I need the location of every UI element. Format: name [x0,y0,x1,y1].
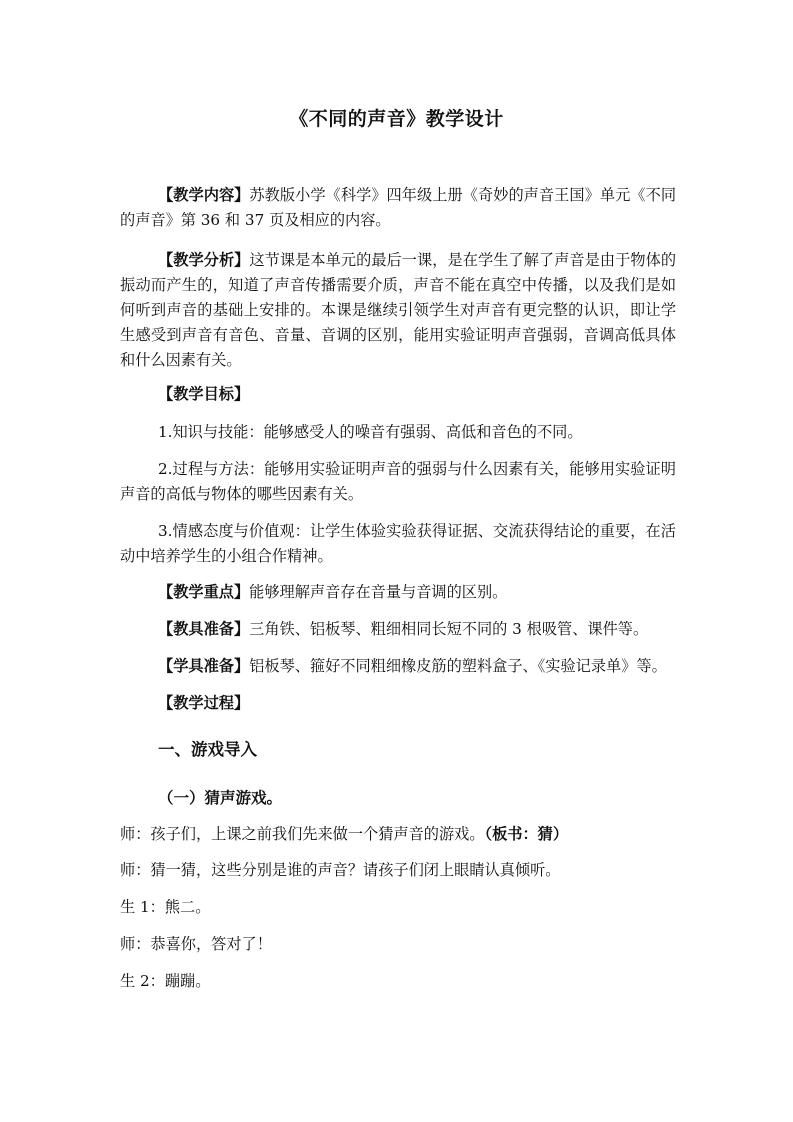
dialogue-line-4: 师：恭喜你，答对了！ [120,935,272,953]
teaching-goals-heading: 【教学目标】 [158,385,250,403]
teaching-analysis-label: 【教学分析】 [158,251,250,269]
teaching-content-label: 【教学内容】 [158,186,250,204]
section-heading-game-intro: 一、游戏导入 [158,740,257,759]
goal-item-3: 3.情感态度与价值观：让学生体验实验获得证据、交流获得结论的重要，在活动中培养学生的小组合作精神。 [120,522,676,565]
teacher-prep-text: 三角铁、铝板琴、粗细相同长短不同的 3 根吸管、课件等。 [249,620,649,638]
teacher-prep-label: 【教具准备】 [158,620,250,638]
teaching-analysis-paragraph [120,248,676,373]
student-prep-text: 铝板琴、箍好不同粗细橡皮筋的塑料盒子、《实验记录单》等。 [249,657,667,675]
teaching-content-paragraph [120,183,676,233]
teaching-focus-paragraph [120,580,676,605]
teaching-process-heading: 【教学过程】 [158,694,250,712]
goal-item-1: 1.知识与技能：能够感受人的噪音有强弱、高低和音色的不同。 [158,423,583,441]
dialogue-line-5: 生 2：蹦蹦。 [120,972,211,990]
dialogue-line-1-board-note: （板书：猜） [484,825,569,843]
dialogue-line-1-text: 师：孩子们，上课之前我们先来做一个猜声音的游戏。 [120,825,485,843]
document-title: 《不同的声音》教学设计 [289,108,504,130]
student-prep-paragraph [120,654,676,679]
teacher-prep-paragraph [120,617,676,642]
teaching-analysis-text: 这节课是本单元的最后一课，是在学生了解了声音是由于物体的振动而产生的，知道了声音传播需要介质，声音不能在真空中传播，以及我们是如何听到声音的基础上安排的。本课是继续引领学生对声音有更完整的认识，即让学生感受到声音有音色、音量、音调的区别，能用实验证明声音强弱，音调高低具体和什么因素有关。 [120,251,677,369]
goal-item-2: 2.过程与方法：能够用实验证明声音的强弱与什么因素有关，能够用实验证明声音的高低与物体的哪些因素有关。 [120,460,676,503]
dialogue-line-3: 生 1：熊二。 [120,898,211,916]
teaching-content-text: 苏教版小学《科学》四年级上册《奇妙的声音王国》单元《不同的声音》第 36 和 37 页及相应的内容。 [120,186,677,229]
teaching-focus-label: 【教学重点】 [158,583,250,601]
dialogue-line-1 [120,822,676,847]
subsection-heading-guess-game: （一）猜声游戏。 [158,788,283,807]
teaching-focus-text: 能够理解声音存在音量与音调的区别。 [249,583,508,601]
dialogue-line-2: 师：猜一猜，这些分别是谁的声音？请孩子们闭上眼睛认真倾听。 [120,861,561,879]
student-prep-label: 【学具准备】 [158,657,250,675]
